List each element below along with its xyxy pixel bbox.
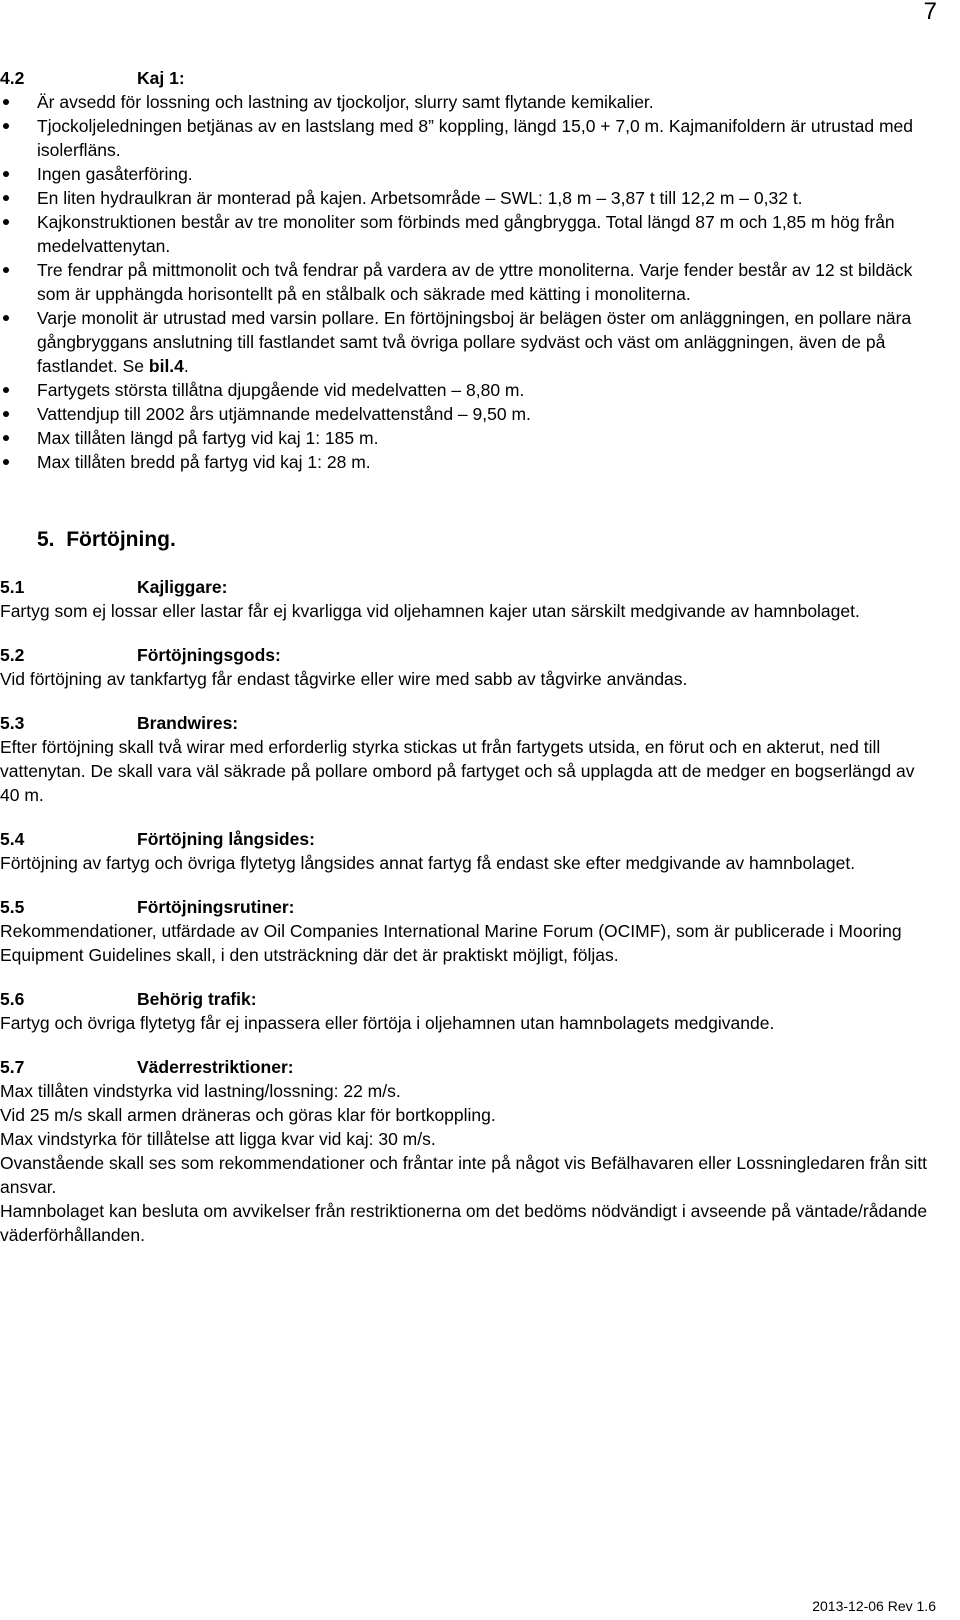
section-heading (0, 711, 935, 735)
list-item: Max tillåten bredd på fartyg vid kaj 1: 28 m. (0, 450, 935, 474)
section-number: 5.2 (0, 645, 25, 665)
section-number: 5.4 (0, 829, 25, 849)
list-item: Tre fendrar på mittmonolit och två fendrar på vardera av de yttre monoliterna. Varje fender består av 12 st bildäck som är upphängda horisontellt på en stålbalk och säkrade med kätting i monoliterna. (0, 258, 935, 306)
section (0, 575, 935, 623)
chapter-number: 5. (37, 528, 55, 551)
page-number: 7 (923, 0, 937, 25)
section (0, 827, 935, 875)
section-title: Behörig trafik: (137, 989, 257, 1009)
kaj1-bullet-list (0, 90, 935, 474)
section-title: Förtöjning långsides: (137, 829, 315, 849)
section-heading (0, 827, 935, 851)
section (0, 987, 935, 1035)
section (0, 895, 935, 967)
section-paragraph: Ovanstående skall ses som rekommendationer och fråntar inte på något vis Befälhavaren eller Lossningledaren från sitt ansvar. (0, 1153, 928, 1197)
sections-container (0, 575, 935, 1247)
list-item: Max tillåten längd på fartyg vid kaj 1: 185 m. (0, 426, 935, 450)
section-paragraph: Max tillåten vindstyrka vid lastning/lossning: 22 m/s. (0, 1081, 401, 1101)
document-body (0, 66, 935, 1247)
section-title: Förtöjningsrutiner: (137, 897, 295, 917)
section-heading (0, 1055, 935, 1079)
section-number: 5.5 (0, 897, 25, 917)
section-heading (0, 987, 935, 1011)
section-title: Kajliggare: (137, 577, 228, 597)
section-title: Förtöjningsgods: (137, 645, 281, 665)
section-number: 5.3 (0, 713, 25, 733)
section (0, 1055, 935, 1247)
list-item: Är avsedd för lossning och lastning av tjockoljor, slurry samt flytande kemikalier. (0, 90, 935, 114)
chapter-heading (37, 526, 935, 554)
attachment-reference: bil.4 (148, 356, 184, 376)
section-paragraph: Rekommendationer, utfärdade av Oil Companies International Marine Forum (OCIMF), som är publicerade i Mooring Equipment Guidelines skall, i den utsträckning där det är praktiskt möjligt, följas. (0, 921, 902, 965)
section-number: 5.7 (0, 1057, 25, 1077)
section-title: Kaj 1: (137, 68, 185, 88)
section-paragraph: Max vindstyrka för tillåtelse att ligga kvar vid kaj: 30 m/s. (0, 1129, 436, 1149)
section-title: Brandwires: (137, 713, 239, 733)
section (0, 711, 935, 807)
section-paragraph: Vid 25 m/s skall armen dräneras och göras klar för bortkoppling. (0, 1105, 496, 1125)
section-paragraph: Efter förtöjning skall två wirar med erforderlig styrka stickas ut från fartygets utsida, en förut och en akterut, ned till vattenytan. De skall vara väl säkrade på pollare ombord på fartyget och så upplagda att de medger en bogserlängd av 40 m. (0, 737, 915, 805)
list-item: En liten hydraulkran är monterad på kajen. Arbetsområde – SWL: 1,8 m – 3,87 t till 12,2 m – 0,32 t. (0, 186, 935, 210)
section-number: 5.6 (0, 989, 25, 1009)
section-heading (0, 575, 935, 599)
list-item: Ingen gasåterföring. (0, 162, 935, 186)
section-heading-kaj1 (0, 66, 935, 90)
footer-revision: 2013-12-06 Rev 1.6 (812, 1598, 936, 1614)
section-paragraph: Fartyg och övriga flytetyg får ej inpassera eller förtöja i oljehamnen utan hamnbolagets medgivande. (0, 1013, 775, 1033)
section (0, 643, 935, 691)
section-heading (0, 895, 935, 919)
section-heading (0, 643, 935, 667)
section-paragraph: Fartyg som ej lossar eller lastar får ej kvarligga vid oljehamnen kajer utan särskilt medgivande av hamnbolaget. (0, 601, 860, 621)
section-title: Väderrestriktioner: (137, 1057, 294, 1077)
section-paragraph: Vid förtöjning av tankfartyg får endast tågvirke eller wire med sabb av tågvirke användas. (0, 669, 688, 689)
list-item: Fartygets största tillåtna djupgående vid medelvatten – 8,80 m. (0, 378, 935, 402)
list-item: Tjockoljeledningen betjänas av en lastslang med 8” koppling, längd 15,0 + 7,0 m. Kajmanifoldern är utrustad med isolerfläns. (0, 114, 935, 162)
chapter-title: Förtöjning. (66, 528, 176, 551)
section-paragraph: Förtöjning av fartyg och övriga flytetyg långsides annat fartyg få endast ske efter medgivande av hamnbolaget. (0, 853, 856, 873)
section-paragraph: Hamnbolaget kan besluta om avvikelser från restriktionerna om det bedöms nödvändigt i avseende på väntade/rådande väderförhållanden. (0, 1201, 928, 1245)
list-item: Kajkonstruktionen består av tre monoliter som förbinds med gångbrygga. Total längd 87 m och 1,85 m hög från medelvattenytan. (0, 210, 935, 258)
list-item: Vattendjup till 2002 års utjämnande medelvattenstånd – 9,50 m. (0, 402, 935, 426)
section-number: 4.2 (0, 68, 25, 88)
section-number: 5.1 (0, 577, 25, 597)
list-item: Varje monolit är utrustad med varsin pollare. En förtöjningsboj är belägen öster om anläggningen, en pollare nära gångbryggans anslutning till fastlandet samt två övriga pollare sydväst och väst om anläggningen, även de på fastlandet. Se bil.4. (0, 306, 935, 378)
